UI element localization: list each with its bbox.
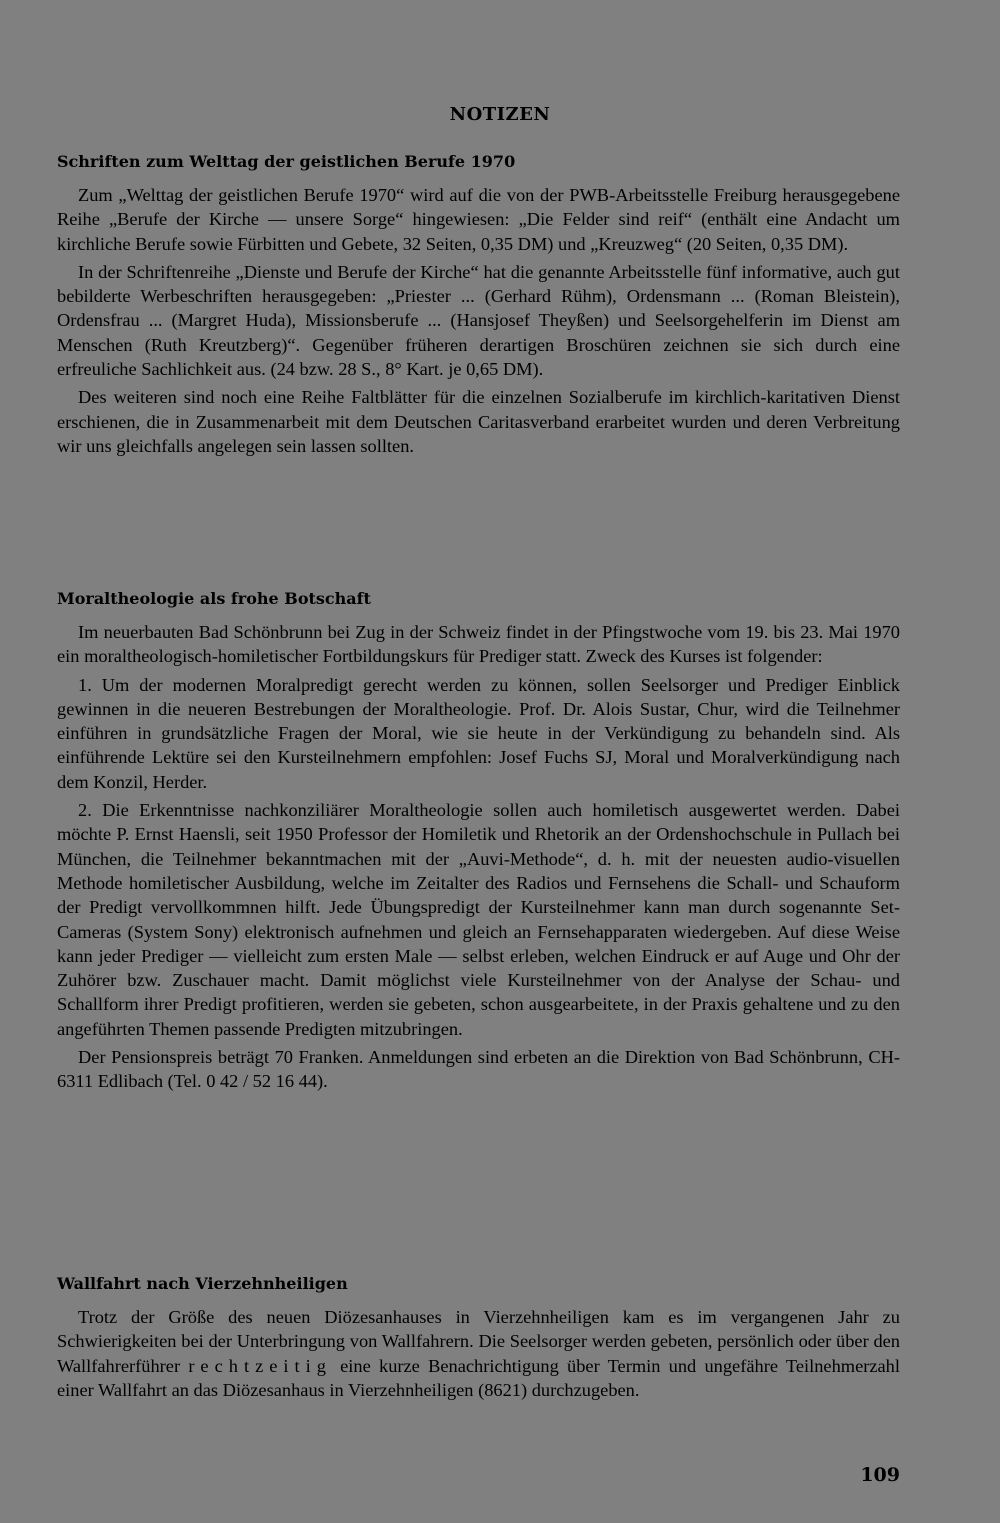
paragraph: Zum „Welttag der geistlichen Berufe 1970“ wird auf die von der PWB-Arbeitsstelle Freiburg herausgegebene Reihe „Berufe der Kirche — unsere Sorge“ hingewiesen: „Die Felder sind reif“ (enthält eine Andacht um kirchliche Berufe sowie Fürbitten und Gebete, 32 Seiten, 0,35 DM) und „Kreuzweg“ (20 Seiten, 0,35 DM). (57, 185, 900, 254)
section-title: Wallfahrt nach Vierzehnheiligen (57, 1274, 348, 1293)
section-wallfahrt (57, 1273, 900, 1406)
section-title: Schriften zum Welttag der geistlichen Berufe 1970 (57, 152, 516, 171)
section-title: Moraltheologie als frohe Botschaft (57, 589, 371, 608)
paragraph (57, 1305, 900, 1402)
paragraph: In der Schriftenreihe „Dienste und Berufe der Kirche“ hat die genannte Arbeitsstelle fünf informative, auch gut bebilderte Werbeschriften herausgegeben: „Priester ... (Gerhard Rühm), Ordensmann ... (Roman Bleistein), Ordensfrau ... (Margret Huda), Missionsberufe ... (Hansjosef Theyßen) und Seelsorgehelferin im Dienst am Menschen (Ruth Kreutzberg)“. Gegenüber früheren derartigen Broschüren zeichnen sie sich durch eine erfreuliche Sachlichkeit aus. (24 bzw. 28 S., 8° Kart. je 0,65 DM). (57, 261, 900, 380)
page-header: NOTIZEN (449, 104, 551, 125)
paragraph: 1. Um der modernen Moralpredigt gerecht werden zu können, sollen Seelsorger und Prediger Einblick gewinnen in die neueren Bestrebungen der Moraltheologie. Prof. Dr. Alois Sustar, Chur, wird die Teilnehmer einführen in grundsätzliche Fragen der Moral, wie sie heute in der Verkündigung zu behandeln sind. Als einführende Lektüre sei den Kursteilnehmern empfohlen: Josef Fuchs SJ, Moral und Moralverkündigung nach dem Konzil, Herder. (57, 674, 900, 792)
paragraph-text: Trotz der Größe des neuen Diözesanhauses in Vierzehnheiligen kam es im vergangenen Jahr zu Schwierigkeiten bei der Unterbringung von Wallfahrern. Die Seelsorger werden gebeten, persönlich oder über den Wallfahrerführer (57, 1307, 900, 1376)
paragraph-text: eine kurze Benachrichtigung über Termin und ungefähre Teilnehmerzahl einer Wallfahrt an das Diözesanhaus in Vierzehnheiligen (8621) durchzugeben. (57, 1355, 900, 1400)
paragraph: Im neuerbauten Bad Schönbrunn bei Zug in der Schweiz findet in der Pfingstwoche vom 19. bis 23. Mai 1970 ein moraltheologisch-homiletischer Fortbildungskurs für Prediger statt. Zweck des Kurses ist folgender: (57, 622, 900, 667)
section-welttag (57, 151, 900, 462)
section-moraltheologie (57, 588, 900, 1098)
paragraph: Der Pensionspreis beträgt 70 Franken. Anmeldungen sind erbeten an die Direktion von Bad Schönbrunn, CH-6311 Edlibach (Tel. 0 42 / 52 16 44). (57, 1047, 900, 1092)
page-number: 109 (860, 1464, 900, 1486)
paragraph: 2. Die Erkenntnisse nachkonziliärer Moraltheologie sollen auch homiletisch ausgewertet werden. Dabei möchte P. Ernst Haensli, seit 1950 Professor der Homiletik und Rhetorik an der Ordenshochschule in Pullach bei München, die Teilnehmer bekanntmachen mit der „Auvi-Methode“, d. h. mit der neuesten audio-visuellen Methode homiletischer Ausbildung, welche im Zeitalter des Radios und Fernsehens die Schall- und Schauform der Predigt vervollkommnen hilft. Jede Übungspredigt der Kursteilnehmer kann man durch sogenannte Set-Cameras (System Sony) elektronisch aufnehmen und gleich an Fernsehapparaten wiedergeben. Auf diese Weise kann jeder Prediger — vielleicht zum ersten Male — selbst erleben, welchen Eindruck er auf Auge und Ohr der Zuhörer bzw. Zuschauer macht. Damit möglichst viele Kursteilnehmer von der Analyse der Schau- und Schallform ihrer Predigt profitieren, werden sie gebeten, schon ausgearbeitete, in der Praxis gehaltene und zu den angeführten Themen passende Predigten mitzubringen. (57, 800, 900, 1039)
emphasis-text: rechtzeitig (188, 1355, 332, 1376)
paragraph: Des weiteren sind noch eine Reihe Faltblätter für die einzelnen Sozialberufe im kirchlich-karitativen Dienst erschienen, die in Zusammenarbeit mit dem Deutschen Caritasverband erarbeitet wurden und deren Verbreitung wir uns gleichfalls angelegen sein lassen sollten. (57, 387, 900, 456)
